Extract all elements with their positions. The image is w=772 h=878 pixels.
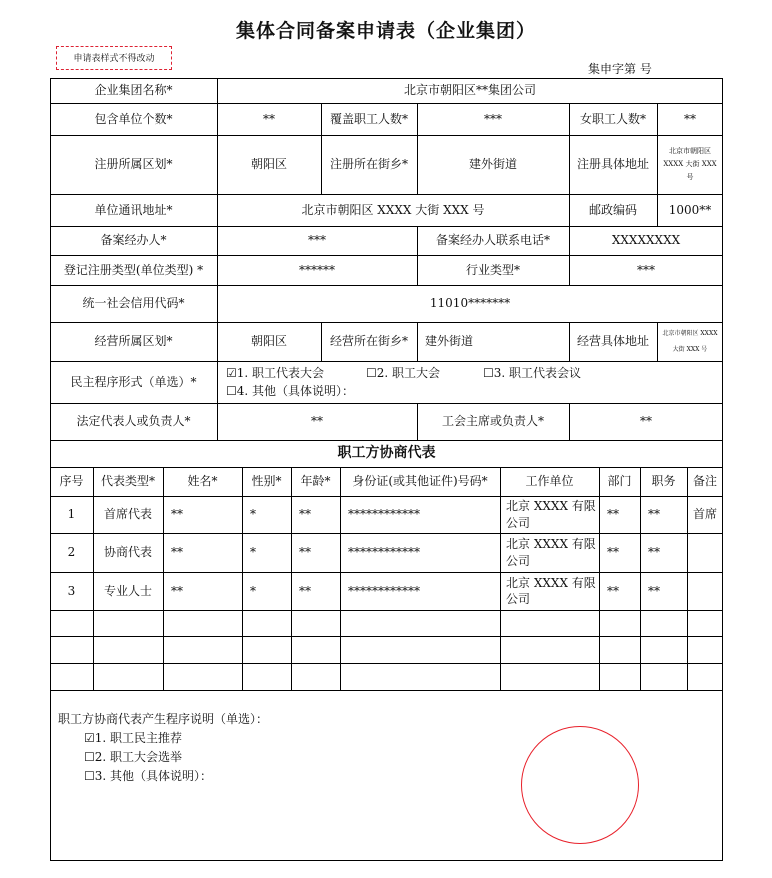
col-header-name: 姓名*	[187, 474, 218, 489]
col-header-id-number: 身份证(或其他证件)号码*	[352, 474, 488, 489]
table-row-1-id: ************	[348, 507, 420, 522]
agent-phone-value: XXXXXXXX	[611, 233, 681, 248]
legal-rep-label: 法定代表人或负责人*	[76, 414, 191, 429]
group-name-value: 北京市朝阳区**集团公司	[403, 83, 536, 98]
legal-rep-value: **	[311, 414, 323, 429]
op-street-value: 建外街道	[425, 334, 474, 349]
agent-phone-label: 备案经办人联系电话*	[435, 233, 550, 248]
table-row-2-index: 2	[67, 545, 76, 560]
procedure-option-3[interactable]: ☐3. 其他（具体说明）：	[84, 769, 213, 783]
table-row-1-department: **	[607, 507, 619, 522]
table-row-1-position: **	[648, 507, 660, 522]
table-row-2-department: **	[607, 545, 619, 560]
reg-type-value: ******	[299, 262, 335, 277]
table-row-2-remark	[687, 533, 723, 572]
table-row-3-index: 3	[67, 583, 76, 598]
union-chair-label: 工会主席或负责人*	[441, 414, 544, 429]
reg-district-label: 注册所属区划*	[94, 157, 173, 172]
table-row-3-type: 专业人士	[103, 583, 152, 598]
industry-label: 行业类型*	[465, 262, 520, 277]
mail-addr-value: 北京市朝阳区 XXXX 大街 XXX 号	[301, 202, 485, 217]
democ-option-4[interactable]: ☐4. 其他（具体说明）：	[226, 384, 355, 398]
seal-stamp-icon	[521, 726, 639, 844]
units-label: 包含单位个数*	[94, 111, 173, 126]
op-addr-label: 经营具体地址	[576, 334, 649, 349]
table-row-3-department: **	[607, 583, 619, 598]
postcode-label: 邮政编码	[588, 202, 637, 217]
table-row-2-name: **	[171, 545, 183, 560]
section-title: 职工方协商代表	[337, 445, 436, 462]
workers-value: ***	[484, 111, 502, 126]
table-row-1-type: 首席代表	[103, 507, 152, 522]
col-header-department: 部门	[607, 474, 632, 489]
group-name-label: 企业集团名称*	[94, 83, 173, 98]
table-row-3-gender: *	[250, 583, 256, 598]
table-row-2-gender: *	[250, 545, 256, 560]
op-district-label: 经营所属区划*	[94, 334, 173, 349]
table-row-3-name: **	[171, 583, 183, 598]
table-row-3-age: **	[299, 583, 311, 598]
reg-street-label: 注册所在街乡*	[329, 157, 408, 172]
female-value: **	[684, 111, 696, 126]
union-chair-value: **	[640, 414, 652, 429]
reg-addr-label: 注册具体地址	[576, 157, 649, 172]
col-header-employer: 工作单位	[525, 474, 574, 489]
table-row-1-gender: *	[250, 507, 256, 522]
female-label: 女职工人数*	[579, 111, 646, 126]
agent-value: ***	[308, 233, 326, 248]
table-row-3-employer: 北京 XXXX 有限公司	[506, 575, 596, 606]
table-row-1-employer: 北京 XXXX 有限公司	[506, 499, 596, 530]
table-row-2-position: **	[648, 545, 660, 560]
democratic-procedure-label: 民主程序形式（单选）*	[70, 374, 197, 389]
postcode-value: 1000**	[668, 202, 712, 217]
units-value: **	[263, 111, 275, 126]
op-street-label: 经营所在街乡*	[329, 334, 408, 349]
table-row-3-id: ************	[348, 583, 420, 598]
table-row-1-index: 1	[67, 507, 76, 522]
agent-label: 备案经办人*	[100, 233, 167, 248]
table-row-1-age: **	[299, 507, 311, 522]
reg-type-label: 登记注册类型(单位类型) *	[63, 262, 204, 277]
table-row-2-type: 协商代表	[103, 545, 152, 560]
col-header-gender: 性别*	[251, 474, 282, 489]
form-style-note: 申请表样式不得改动	[56, 46, 172, 70]
democ-option-1[interactable]: ☑1. 职工代表大会	[226, 366, 325, 380]
table-row-3-position: **	[648, 583, 660, 598]
table-row-1-name: **	[171, 507, 183, 522]
table-row-2-id: ************	[348, 545, 420, 560]
table-row-3-remark	[687, 572, 723, 610]
form-title: 集体合同备案申请表（企业集团）	[235, 20, 536, 42]
col-header-remark: 备注	[692, 474, 717, 489]
registration-number: 集申字第 号	[588, 62, 652, 76]
col-header-type: 代表类型*	[100, 474, 155, 489]
workers-label: 覆盖职工人数*	[329, 111, 408, 126]
col-header-index: 序号	[59, 474, 84, 489]
reg-addr-value: 北京市朝阳区 XXXX 大街 XXX 号	[663, 146, 717, 182]
table-row-1-remark: 首席	[692, 507, 717, 522]
table-row-2-age: **	[299, 545, 311, 560]
credit-code-label: 统一社会信用代码*	[82, 296, 185, 311]
reg-district-value: 朝阳区	[250, 157, 287, 172]
reg-street-value: 建外街道	[468, 157, 517, 172]
procedure-option-2[interactable]: ☐2. 职工大会选举	[84, 750, 183, 764]
op-district-value: 朝阳区	[250, 334, 287, 349]
credit-code-value: 11010*******	[429, 296, 511, 311]
col-header-age: 年龄*	[300, 474, 331, 489]
democ-option-2[interactable]: ☐2. 职工大会	[366, 366, 441, 380]
procedure-option-1[interactable]: ☑1. 职工民主推荐	[84, 731, 183, 745]
op-addr-value: 北京市朝阳区 XXXX 大街 XXX 号	[662, 329, 718, 353]
table-row-2-employer: 北京 XXXX 有限公司	[506, 537, 596, 568]
mail-addr-label: 单位通讯地址*	[94, 202, 173, 217]
procedure-note-title: 职工方协商代表产生程序说明（单选）：	[58, 712, 269, 726]
democ-option-3[interactable]: ☐3. 职工代表会议	[483, 366, 582, 380]
col-header-position: 职务	[651, 474, 676, 489]
industry-value: ***	[637, 262, 655, 277]
